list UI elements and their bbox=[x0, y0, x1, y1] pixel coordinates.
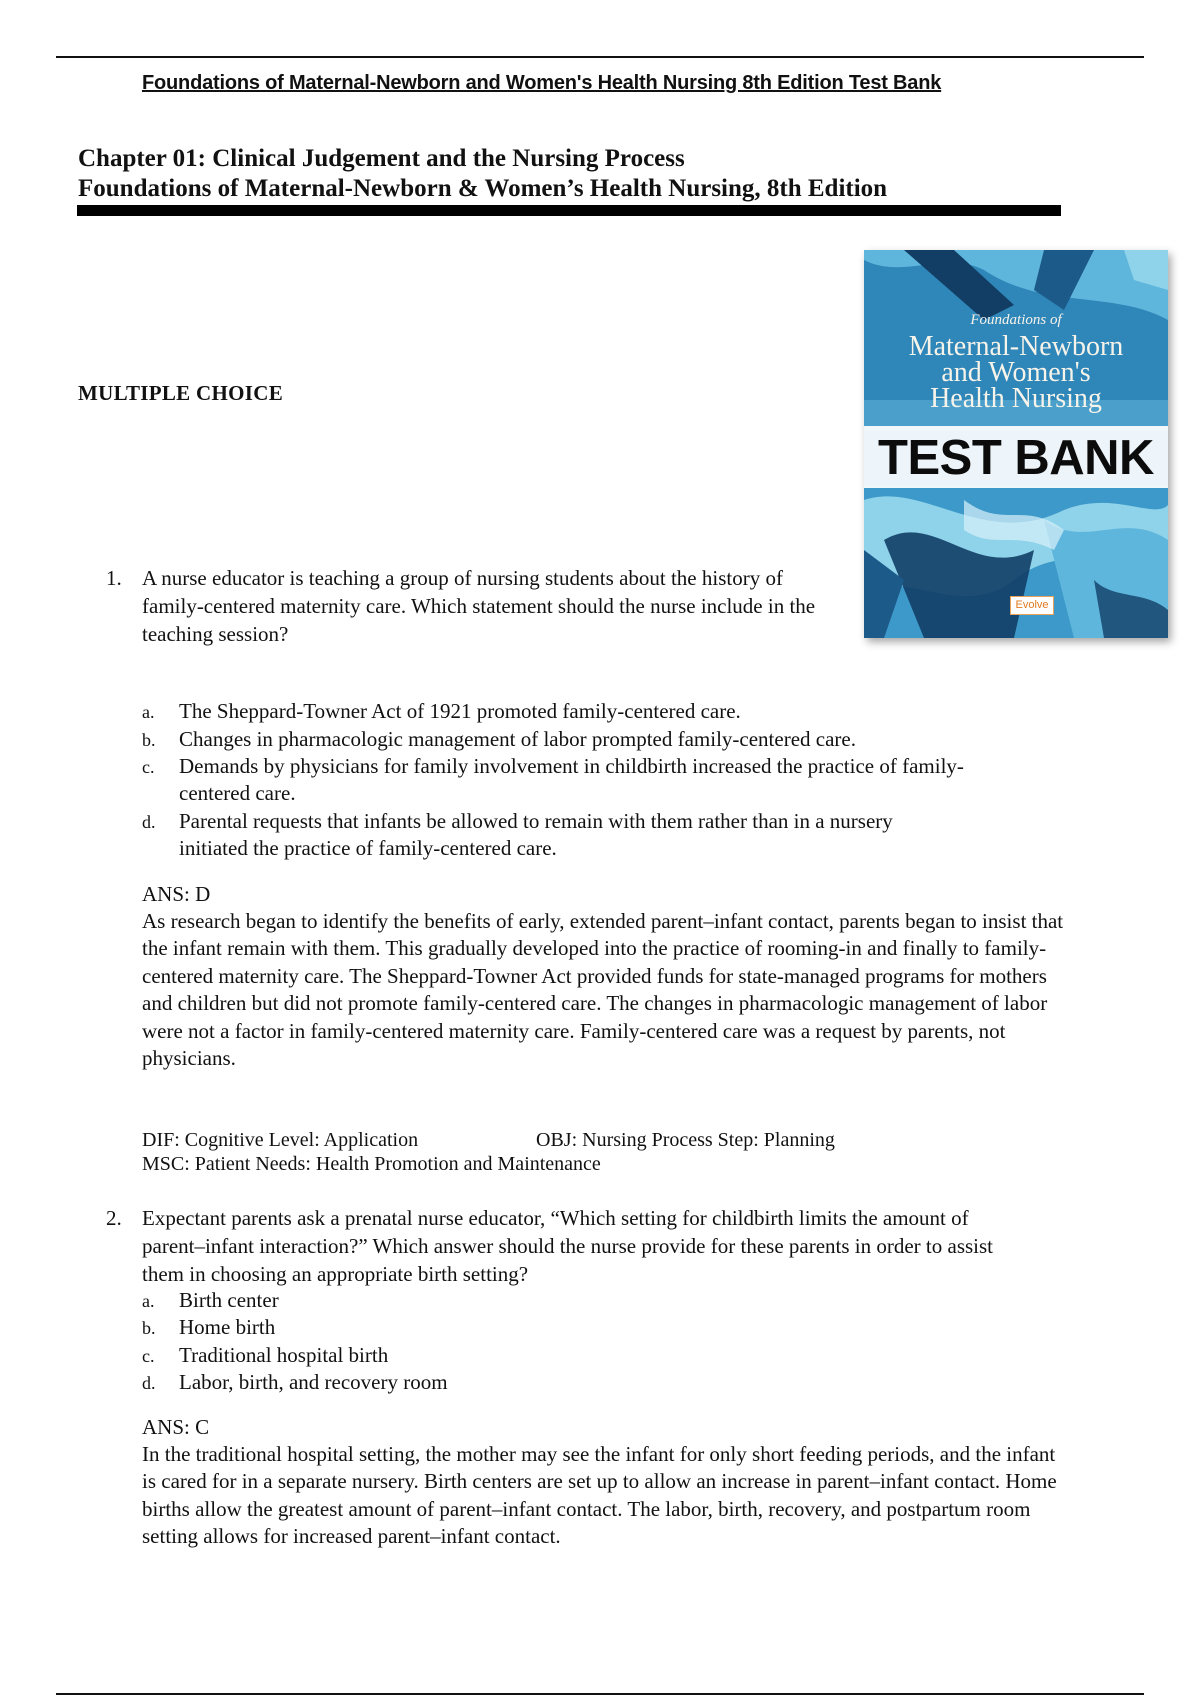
cover-banner-text: TEST BANK bbox=[878, 431, 1154, 485]
answer-rationale: In the traditional hospital setting, the mother may see the infant for only short feeding periods, and the infant is cared for in a separate nursery. Birth centers are set up to allow an increase in parent–infant contact. Home births allow the greatest amount of parent–infant contact. The labor, birth, recovery, and postpartum room setting allows for increased parent–infant contact. bbox=[142, 1442, 1057, 1549]
option-text: Changes in pharmacologic management of labor prompted family-centered care. bbox=[179, 727, 856, 751]
option-letter: d. bbox=[142, 1373, 156, 1393]
difficulty-meta: DIF: Cognitive Level: Application bbox=[142, 1129, 419, 1151]
cover-title-line3: Health Nursing bbox=[930, 383, 1102, 414]
title-divider bbox=[77, 205, 1061, 216]
section-heading: MULTIPLE CHOICE bbox=[78, 381, 284, 405]
answer-label: ANS: D bbox=[142, 882, 211, 906]
bottom-rule bbox=[56, 1693, 1144, 1695]
msc-meta: MSC: Patient Needs: Health Promotion and Maintenance bbox=[142, 1153, 601, 1175]
option-letter: b. bbox=[142, 730, 156, 750]
cover-title-line2: and Women's bbox=[941, 357, 1091, 388]
top-rule bbox=[56, 56, 1144, 58]
option-text: Birth center bbox=[179, 1288, 279, 1312]
answer-rationale: As research began to identify the benefits of early, extended parent–infant contact, parents began to insist that the infant remain with them. This gradually developed into the practice of rooming-in and finally to family-centered maternity care. The Sheppard-Towner Act provided funds for state-managed programs for mothers and children but did not promote family-centered care. The changes in pharmacologic management of labor were not a factor in family-centered maternity care. Family-centered care was a request by parents, not physicians. bbox=[142, 909, 1064, 1071]
option-letter: b. bbox=[142, 1318, 156, 1338]
document-header-title: Foundations of Maternal-Newborn and Women's Health Nursing 8th Edition Test Bank bbox=[142, 72, 942, 94]
answer-label: ANS: C bbox=[142, 1415, 210, 1439]
option-letter: a. bbox=[142, 1291, 155, 1311]
option-letter: d. bbox=[142, 812, 156, 832]
option-text: Home birth bbox=[179, 1315, 276, 1339]
option-text: Parental requests that infants be allowed to remain with them rather than in a nursery initiated the practice of family-centered care. bbox=[179, 809, 893, 860]
option-text: Labor, birth, and recovery room bbox=[179, 1370, 448, 1394]
question-number: 1. bbox=[106, 566, 122, 590]
option-text: Traditional hospital birth bbox=[179, 1343, 389, 1367]
cover-small-title: Foundations of bbox=[970, 312, 1062, 328]
book-cover-image bbox=[864, 250, 1168, 638]
question-stem: A nurse educator is teaching a group of nursing students about the history of family-centered maternity care. Which statement should the nurse include in the teaching session? bbox=[142, 566, 816, 646]
option-text: Demands by physicians for family involvement in childbirth increased the practice of family-centered care. bbox=[179, 754, 964, 805]
option-text: The Sheppard-Towner Act of 1921 promoted family-centered care. bbox=[179, 699, 741, 723]
option-letter: c. bbox=[142, 757, 155, 777]
evolve-badge: Evolve bbox=[1010, 596, 1054, 615]
option-letter: a. bbox=[142, 702, 155, 722]
cover-title-line1: Maternal-Newborn bbox=[908, 331, 1124, 362]
option-letter: c. bbox=[142, 1346, 155, 1366]
question-stem: Expectant parents ask a prenatal nurse educator, “Which setting for childbirth limits the amount of parent–infant interaction?” Which answer should the nurse provide for these parents in order to assist them in choosing an appropriate birth setting? bbox=[142, 1206, 994, 1286]
objective-meta: OBJ: Nursing Process Step: Planning bbox=[536, 1129, 835, 1151]
question-number: 2. bbox=[106, 1206, 122, 1230]
book-title: Foundations of Maternal-Newborn & Women’s Health Nursing, 8th Edition bbox=[78, 175, 888, 202]
chapter-title: Chapter 01: Clinical Judgement and the Nursing Process bbox=[78, 145, 685, 172]
